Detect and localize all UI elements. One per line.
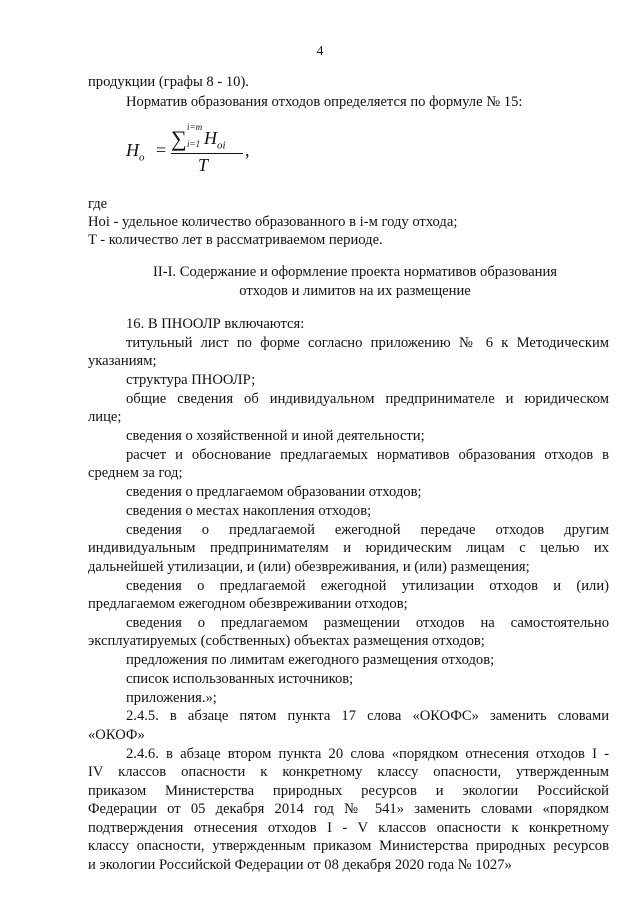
text-line: 2.4.6. в абзаце втором пункта 20 слова «порядком отнесения отходов I - [126,746,609,762]
text-line: указаниям; [88,353,157,369]
text-line: II-I. Содержание и оформление проекта нормативов образования [152,264,558,280]
text-line: предложения по лимитам ежегодного размещения отходов; [126,652,495,668]
text-line: приказом Министерства природных ресурсов и экологии Российской [88,783,609,799]
text-line: подтверждения отнесения отходов I - V классов опасности к конкретному [88,820,609,836]
sum-sign: ∑ [171,126,187,151]
sum-upper-limit: i=m [187,122,203,132]
formula-denominator: T [198,155,209,175]
text-line: и экологии Российской Федерации от 08 декабря 2020 года № 1027» [88,857,512,873]
text-line: среднем за год; [88,465,183,481]
text-line: предлагаемом ежегодном обезвреживании отходов; [88,596,408,612]
text-line: сведения о предлагаемом размещении отходов на самостоятельно [126,615,609,631]
text-line: классу опасности, утвержденным приказом Министерства природных ресурсов [88,838,609,854]
text-line: структура ПНООЛР; [126,372,256,388]
text-line: расчет и обоснование предлагаемых нормативов образования отходов в [126,447,609,463]
text-line: титульный лист по форме согласно приложению № 6 к Методическим [126,335,609,351]
text-line: Федерации от 05 декабря 2014 год № 541» заменить словами «порядком [88,801,609,817]
text-line: сведения о местах накопления отходов; [126,503,372,519]
text-line: T - количество лет в рассматриваемом периоде. [88,232,383,248]
text-line: сведения о предлагаемой ежегодной передаче отходов другим [126,522,609,538]
text-line: дальнейшей утилизации, и (или) обезвреживания, и (или) размещения; [88,559,530,575]
text-line: лице; [88,409,122,425]
text-line: приложения.»; [126,690,217,706]
sum-term: $H_{oi}$ [204,128,226,152]
text-line: сведения о предлагаемой ежегодной утилизации отходов и (или) [126,578,609,594]
text-line: 2.4.5. в абзаце пятом пункта 17 слова «ОКОФС» заменить словами [126,708,609,724]
text-line: где [88,196,108,212]
text-line: индивидуальным предпринимателям и юридическим лицам с целью их [88,540,609,556]
text-line: 16. В ПНООЛР включаются: [126,316,305,332]
text-line: сведения о хозяйственной и иной деятельности; [126,428,425,444]
text-line: Hoi - удельное количество образованного в i-м году отхода; [88,214,458,230]
text-line: продукции (графы 8 - 10). [88,74,249,90]
text-line: Норматив образования отходов определяется по формуле № 15: [126,94,523,110]
text-line: отходов и лимитов на их размещение [239,283,471,299]
sum-lower-limit: i=1 [187,139,201,149]
text-line: IV классов опасности к конкретному классу опасности, утвержденным [88,764,609,780]
page-number: 4 [316,44,324,59]
text-line: эксплуатируемых (собственных) объектах размещения отходов; [88,633,485,649]
formula-15 [126,122,326,182]
text-line: «ОКОФ» [88,727,145,743]
text-line: общие сведения об индивидуальном предпринимателе и юридическом [126,391,609,407]
text-line: сведения о предлагаемом образовании отходов; [126,484,422,500]
formula-equals: = [156,140,167,160]
formula-lhs: $H_o$ [126,140,145,164]
formula-comma: , [245,140,250,160]
fraction-bar [171,153,243,154]
text-line: список использованных источников; [126,671,354,687]
